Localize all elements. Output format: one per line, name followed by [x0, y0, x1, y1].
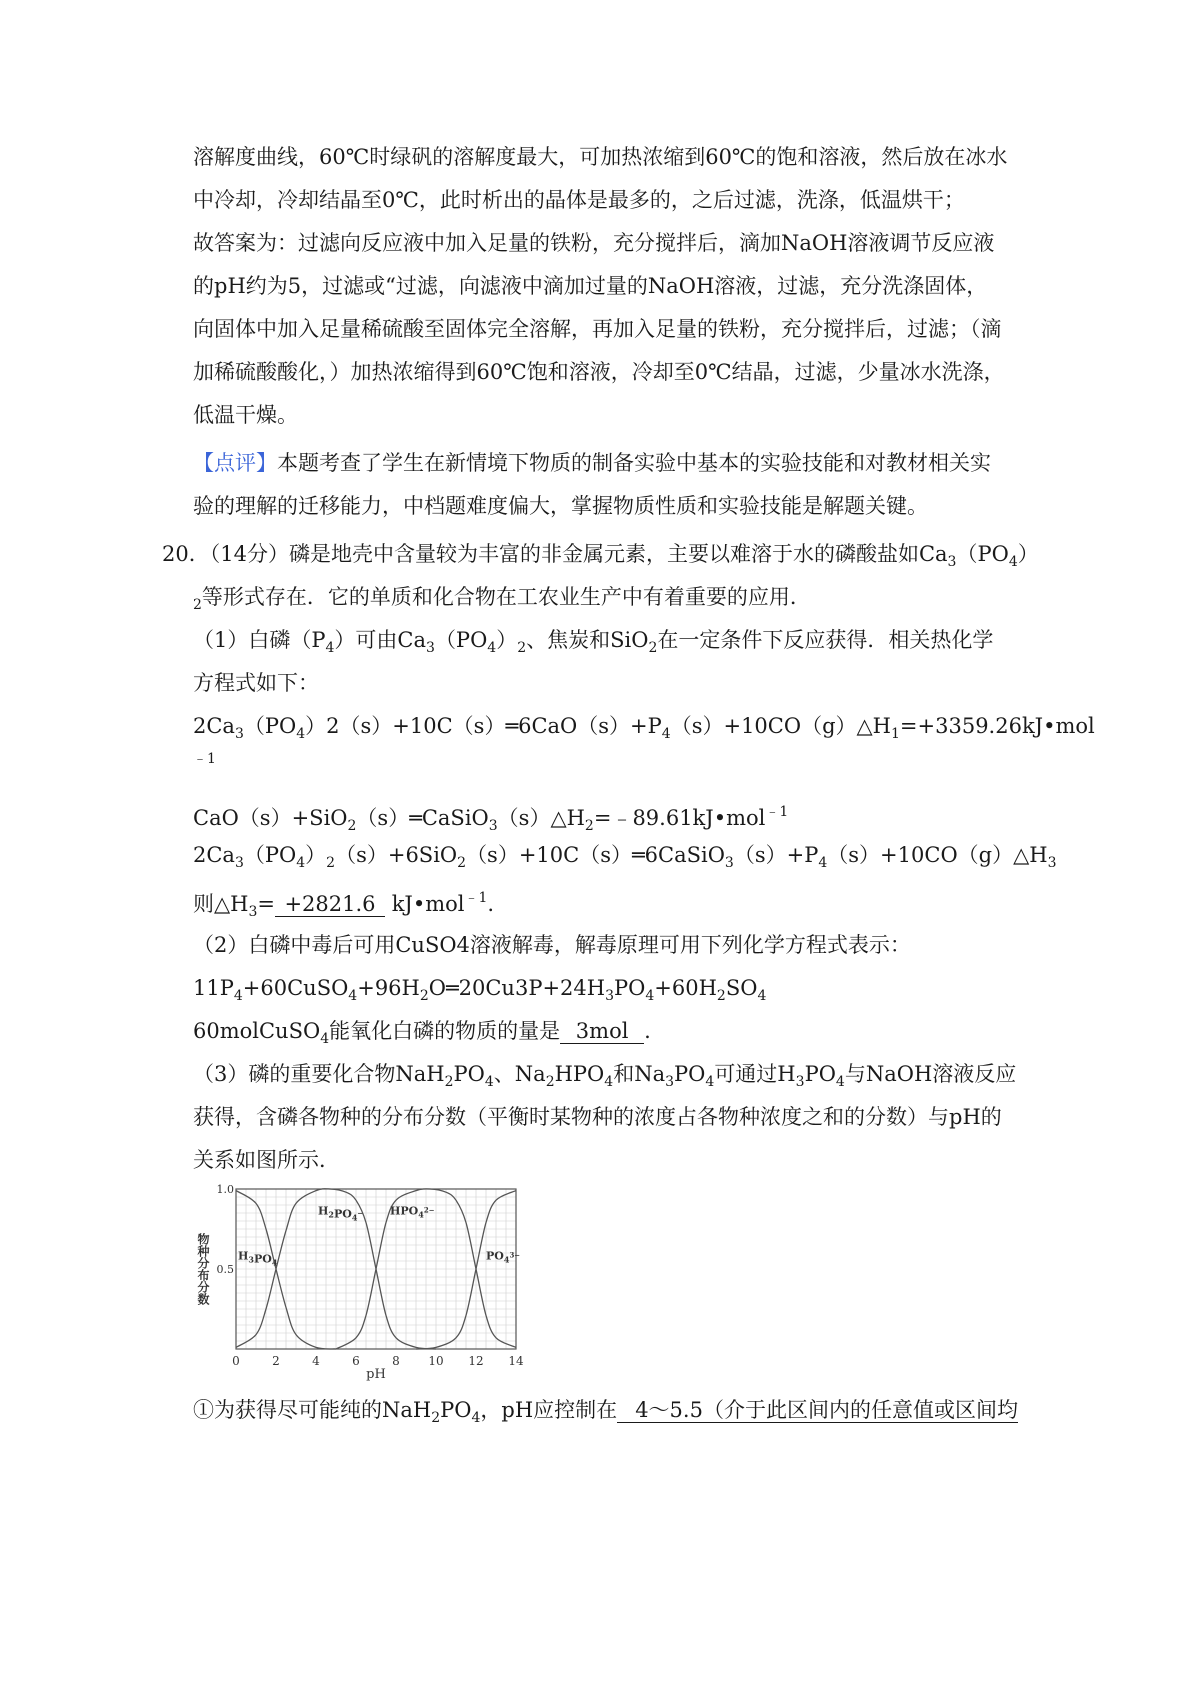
equation-3: $2Ca_3(PO_4)_2(s)+6SiO_2(s)+10C(s)═6CaSiO_3(s)+P_4(s)+10CO(g)\triangle H_3$: [193, 843, 1057, 871]
x-tick-label: 6: [352, 1354, 360, 1368]
part3-text: 关系如图所示．: [193, 1148, 340, 1172]
x-tick-label: 12: [468, 1354, 484, 1368]
y-axis-label: 物种分布分数: [196, 1233, 210, 1305]
x-tick-label: 10: [428, 1354, 444, 1368]
part3-text: （3）磷的重要化合物$NaH_2PO_4$、$Na_2HPO_4$和$Na_3PO_4$可通过$H_3PO_4$与NaOH溶液反应: [193, 1062, 1017, 1090]
part2-text: （2）白磷中毒后可用CuSO4溶液解毒，解毒原理可用下列化学方程式表示：: [193, 933, 911, 957]
y-tick-labels: [217, 1183, 235, 1276]
answer-blank: +2821.6: [275, 892, 385, 917]
part1-text: （1）白磷$(P_4)$可由$Ca_3(PO_4)_2$、焦炭和SiO$_2$在一定条件下反应获得．相关热化学: [193, 628, 994, 656]
equation-2: $CaO(s)+SiO_2(s)═CaSiO_3(s)\triangle H_2=﹣89.61kJ•mol^{﹣1}$: [193, 804, 789, 834]
answer-blank: 3mol: [560, 1019, 644, 1044]
answer-text-line: 溶解度曲线，60℃时绿矾的溶解度最大，可加热浓缩到60℃的饱和溶液，然后放在冰水: [193, 145, 1008, 169]
part1-text: 方程式如下：: [193, 671, 319, 695]
x-tick-label: 0: [232, 1354, 240, 1368]
series-label-H2PO4-: $H_2PO_4^-$: [318, 1204, 364, 1223]
question-1: ①为获得尽可能纯的$NaH_2PO_4$，pH应控制在 4～5.5（介于此区间内的任意值或区间均: [193, 1398, 1018, 1426]
y-tick-label: 1.0: [216, 1183, 234, 1196]
answer-text-line: 低温干燥。: [193, 403, 298, 427]
equation-1-wrap: ﹣1: [193, 751, 216, 767]
part2-question: 60molCuSO$_4$能氧化白磷的物质的量是 3mol .: [193, 1019, 651, 1047]
answer-text-line: 加稀硫酸酸化，）加热浓缩得到60℃饱和溶液，冷却至0℃结晶，过滤，少量冰水洗涤，: [193, 360, 1005, 384]
comment-line: 验的理解的迁移能力，中档题难度偏大，掌握物质性质和实验技能是解题关键。: [193, 494, 928, 518]
distribution-chart: [190, 1175, 530, 1385]
series-label-HPO42-: $HPO_4^{2-}$: [390, 1204, 435, 1220]
comment-text: 本题考查了学生在新情境下物质的制备实验中基本的实验技能和对教材相关实: [277, 451, 991, 475]
x-tick-label: 8: [392, 1354, 400, 1368]
answer-text-line: 的pH约为5，过滤或“过滤，向滤液中滴加过量的NaOH溶液，过滤，充分洗涤固体，: [193, 274, 988, 298]
x-axis-label: pH: [366, 1367, 386, 1382]
equation-1: $2Ca_3(PO_4)2(s)+10C(s)═6CaO(s)+P_4(s)+10CO(g)\triangle H_1=+3359.26kJ•mol$: [193, 714, 1095, 742]
series-label-PO43-: $PO_4^{3-}$: [486, 1249, 521, 1265]
comment-tag: 【点评】: [193, 451, 277, 475]
series-label-H3PO4: $H_3PO_4$: [238, 1249, 278, 1268]
y-tick-label: 0.5: [216, 1263, 234, 1276]
answer-text-line: 故答案为：过滤向反应液中加入足量的铁粉，充分搅拌后，滴加NaOH溶液调节反应液: [193, 231, 995, 255]
part3-text: 获得，含磷各物种的分布分数（平衡时某物种的浓度占各物种浓度之和的分数）与pH的: [193, 1105, 1002, 1129]
question-intro: 20．（14分）磷是地壳中含量较为丰富的非金属元素，主要以难溶于水的磷酸盐如$Ca_3(PO_4)$: [162, 542, 1039, 570]
x-tick-label: 4: [312, 1354, 320, 1368]
equation-4: 则$\triangle H_3= +2821.6$ kJ•mol$^{﹣1}$.: [193, 890, 495, 920]
part2-equation: $11P_4+60CuSO_4+96H_2O═20Cu3P+24H_3PO_4+60H_2SO_4$: [193, 976, 767, 1004]
answer-text-line: 中冷却，冷却结晶至0℃，此时析出的晶体是最多的，之后过滤，洗涤，低温烘干；: [193, 188, 965, 212]
answer-blank: 4～5.5（介于此区间内的任意值或区间均: [617, 1398, 1018, 1423]
answer-text-line: 向固体中加入足量稀硫酸至固体完全溶解，再加入足量的铁粉，充分搅拌后，过滤；（滴: [193, 317, 1002, 341]
x-tick-label: 2: [272, 1354, 280, 1368]
x-tick-labels: [232, 1354, 524, 1368]
question-intro: $_2$等形式存在．它的单质和化合物在工农业生产中有着重要的应用．: [193, 585, 811, 613]
x-tick-label: 14: [508, 1354, 524, 1368]
comment-line: [193, 449, 991, 477]
